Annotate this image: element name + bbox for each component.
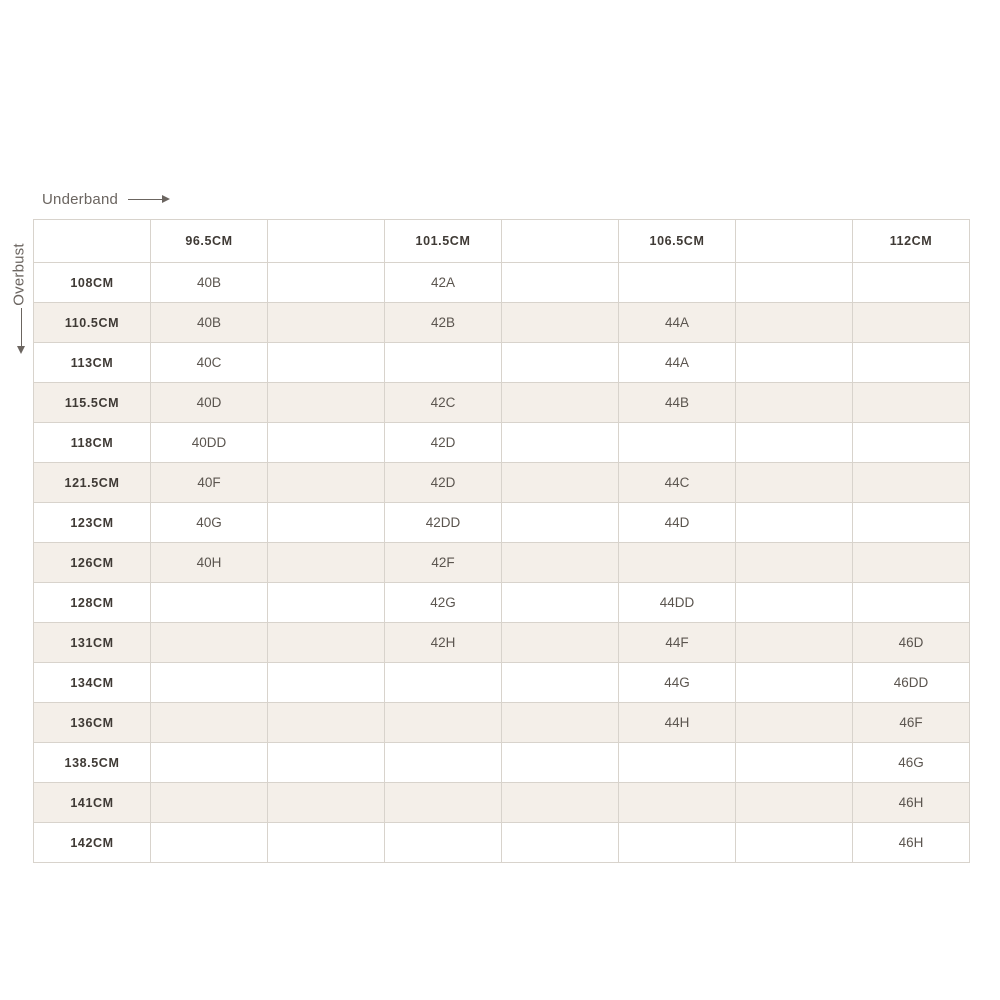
column-header-6 — [736, 220, 853, 263]
empty-cell — [619, 783, 736, 823]
empty-cell — [736, 663, 853, 703]
table-header — [34, 220, 970, 263]
empty-cell — [736, 623, 853, 663]
bra-size-cell: 44B — [619, 383, 736, 423]
bra-size-cell: 46H — [853, 783, 970, 823]
table-row — [34, 463, 970, 503]
empty-cell — [853, 543, 970, 583]
empty-cell — [736, 583, 853, 623]
empty-cell — [268, 783, 385, 823]
empty-cell — [502, 743, 619, 783]
bra-size-cell: 40DD — [151, 423, 268, 463]
empty-cell — [151, 583, 268, 623]
overbust-axis-label — [2, 222, 32, 352]
bra-size-cell: 44D — [619, 503, 736, 543]
bra-size-cell: 40H — [151, 543, 268, 583]
empty-cell — [385, 343, 502, 383]
empty-cell — [619, 263, 736, 303]
bra-size-cell: 42D — [385, 463, 502, 503]
empty-cell — [853, 463, 970, 503]
row-header-overbust: 142CM — [34, 823, 151, 863]
column-header-3: 101.5CM — [385, 220, 502, 263]
bra-size-cell: 44A — [619, 343, 736, 383]
empty-cell — [268, 623, 385, 663]
row-header-overbust: 136CM — [34, 703, 151, 743]
empty-cell — [502, 503, 619, 543]
empty-cell — [736, 543, 853, 583]
empty-cell — [268, 743, 385, 783]
row-header-overbust: 128CM — [34, 583, 151, 623]
bra-size-cell: 42G — [385, 583, 502, 623]
bra-size-cell: 40C — [151, 343, 268, 383]
empty-cell — [502, 303, 619, 343]
bra-size-cell: 44C — [619, 463, 736, 503]
empty-cell — [736, 823, 853, 863]
row-header-overbust: 113CM — [34, 343, 151, 383]
table-row — [34, 503, 970, 543]
row-header-overbust: 131CM — [34, 623, 151, 663]
table-row — [34, 783, 970, 823]
empty-cell — [736, 423, 853, 463]
empty-cell — [268, 823, 385, 863]
row-header-overbust: 115.5CM — [34, 383, 151, 423]
empty-cell — [502, 383, 619, 423]
empty-cell — [268, 703, 385, 743]
empty-cell — [268, 543, 385, 583]
bra-size-cell: 44G — [619, 663, 736, 703]
empty-cell — [853, 343, 970, 383]
empty-cell — [268, 463, 385, 503]
column-header-2 — [268, 220, 385, 263]
bra-size-cell: 44H — [619, 703, 736, 743]
bra-size-cell: 42H — [385, 623, 502, 663]
empty-cell — [736, 343, 853, 383]
empty-cell — [268, 663, 385, 703]
table-row — [34, 343, 970, 383]
row-header-overbust: 121.5CM — [34, 463, 151, 503]
empty-cell — [736, 383, 853, 423]
empty-cell — [268, 383, 385, 423]
empty-cell — [736, 783, 853, 823]
empty-cell — [736, 743, 853, 783]
empty-cell — [268, 503, 385, 543]
bra-size-cell: 40B — [151, 263, 268, 303]
table-row — [34, 623, 970, 663]
empty-cell — [853, 263, 970, 303]
empty-cell — [268, 263, 385, 303]
column-header-7: 112CM — [853, 220, 970, 263]
bra-size-cell: 42C — [385, 383, 502, 423]
empty-cell — [736, 463, 853, 503]
empty-cell — [268, 303, 385, 343]
bra-size-cell: 42DD — [385, 503, 502, 543]
row-header-overbust: 108CM — [34, 263, 151, 303]
bra-size-cell: 44DD — [619, 583, 736, 623]
empty-cell — [502, 703, 619, 743]
empty-cell — [736, 263, 853, 303]
column-header-4 — [502, 220, 619, 263]
empty-cell — [151, 783, 268, 823]
empty-cell — [619, 543, 736, 583]
table-row — [34, 663, 970, 703]
empty-cell — [736, 303, 853, 343]
table-body — [34, 263, 970, 863]
empty-cell — [268, 423, 385, 463]
empty-cell — [385, 823, 502, 863]
empty-cell — [385, 663, 502, 703]
row-header-overbust: 110.5CM — [34, 303, 151, 343]
column-header-5: 106.5CM — [619, 220, 736, 263]
empty-cell — [502, 623, 619, 663]
bra-size-cell: 42B — [385, 303, 502, 343]
empty-cell — [853, 383, 970, 423]
table-row — [34, 543, 970, 583]
empty-cell — [853, 503, 970, 543]
empty-cell — [151, 703, 268, 743]
bra-size-cell: 46F — [853, 703, 970, 743]
table-row — [34, 823, 970, 863]
empty-cell — [853, 423, 970, 463]
row-header-overbust: 138.5CM — [34, 743, 151, 783]
empty-cell — [619, 743, 736, 783]
empty-cell — [385, 783, 502, 823]
bra-size-cell: 42D — [385, 423, 502, 463]
empty-cell — [853, 303, 970, 343]
bra-size-cell: 46G — [853, 743, 970, 783]
empty-cell — [502, 263, 619, 303]
row-header-overbust: 118CM — [34, 423, 151, 463]
empty-cell — [268, 583, 385, 623]
empty-cell — [151, 743, 268, 783]
empty-cell — [268, 343, 385, 383]
bra-size-cell: 46D — [853, 623, 970, 663]
empty-cell — [619, 423, 736, 463]
table-header-row — [34, 220, 970, 263]
empty-cell — [736, 503, 853, 543]
empty-cell — [502, 583, 619, 623]
row-header-overbust: 134CM — [34, 663, 151, 703]
empty-cell — [502, 543, 619, 583]
underband-axis-text: Underband — [42, 191, 119, 208]
table-row — [34, 263, 970, 303]
bra-size-cell: 42A — [385, 263, 502, 303]
table-corner-cell — [34, 220, 151, 263]
empty-cell — [151, 823, 268, 863]
size-chart-table-wrapper — [33, 219, 970, 863]
table-row — [34, 303, 970, 343]
bra-size-cell: 40B — [151, 303, 268, 343]
bra-size-cell: 40F — [151, 463, 268, 503]
empty-cell — [502, 823, 619, 863]
table-row — [34, 423, 970, 463]
empty-cell — [619, 823, 736, 863]
empty-cell — [385, 743, 502, 783]
table-row — [34, 383, 970, 423]
row-header-overbust: 141CM — [34, 783, 151, 823]
empty-cell — [502, 423, 619, 463]
arrow-down-icon — [16, 308, 27, 354]
bra-size-cell: 44F — [619, 623, 736, 663]
bra-size-cell: 40D — [151, 383, 268, 423]
table-row — [34, 743, 970, 783]
empty-cell — [151, 663, 268, 703]
table-row — [34, 583, 970, 623]
overbust-axis-text: Overbust — [10, 243, 28, 306]
bra-size-cell: 46H — [853, 823, 970, 863]
bra-size-cell: 40G — [151, 503, 268, 543]
underband-axis-label — [42, 191, 170, 208]
column-header-1: 96.5CM — [151, 220, 268, 263]
arrow-right-icon — [128, 194, 170, 205]
row-header-overbust: 123CM — [34, 503, 151, 543]
bra-size-cell: 44A — [619, 303, 736, 343]
empty-cell — [502, 463, 619, 503]
table-row — [34, 703, 970, 743]
empty-cell — [502, 783, 619, 823]
bra-size-cell: 42F — [385, 543, 502, 583]
bra-size-cell: 46DD — [853, 663, 970, 703]
row-header-overbust: 126CM — [34, 543, 151, 583]
empty-cell — [736, 703, 853, 743]
size-chart-table — [33, 219, 970, 863]
empty-cell — [151, 623, 268, 663]
empty-cell — [502, 343, 619, 383]
empty-cell — [853, 583, 970, 623]
empty-cell — [502, 663, 619, 703]
empty-cell — [385, 703, 502, 743]
